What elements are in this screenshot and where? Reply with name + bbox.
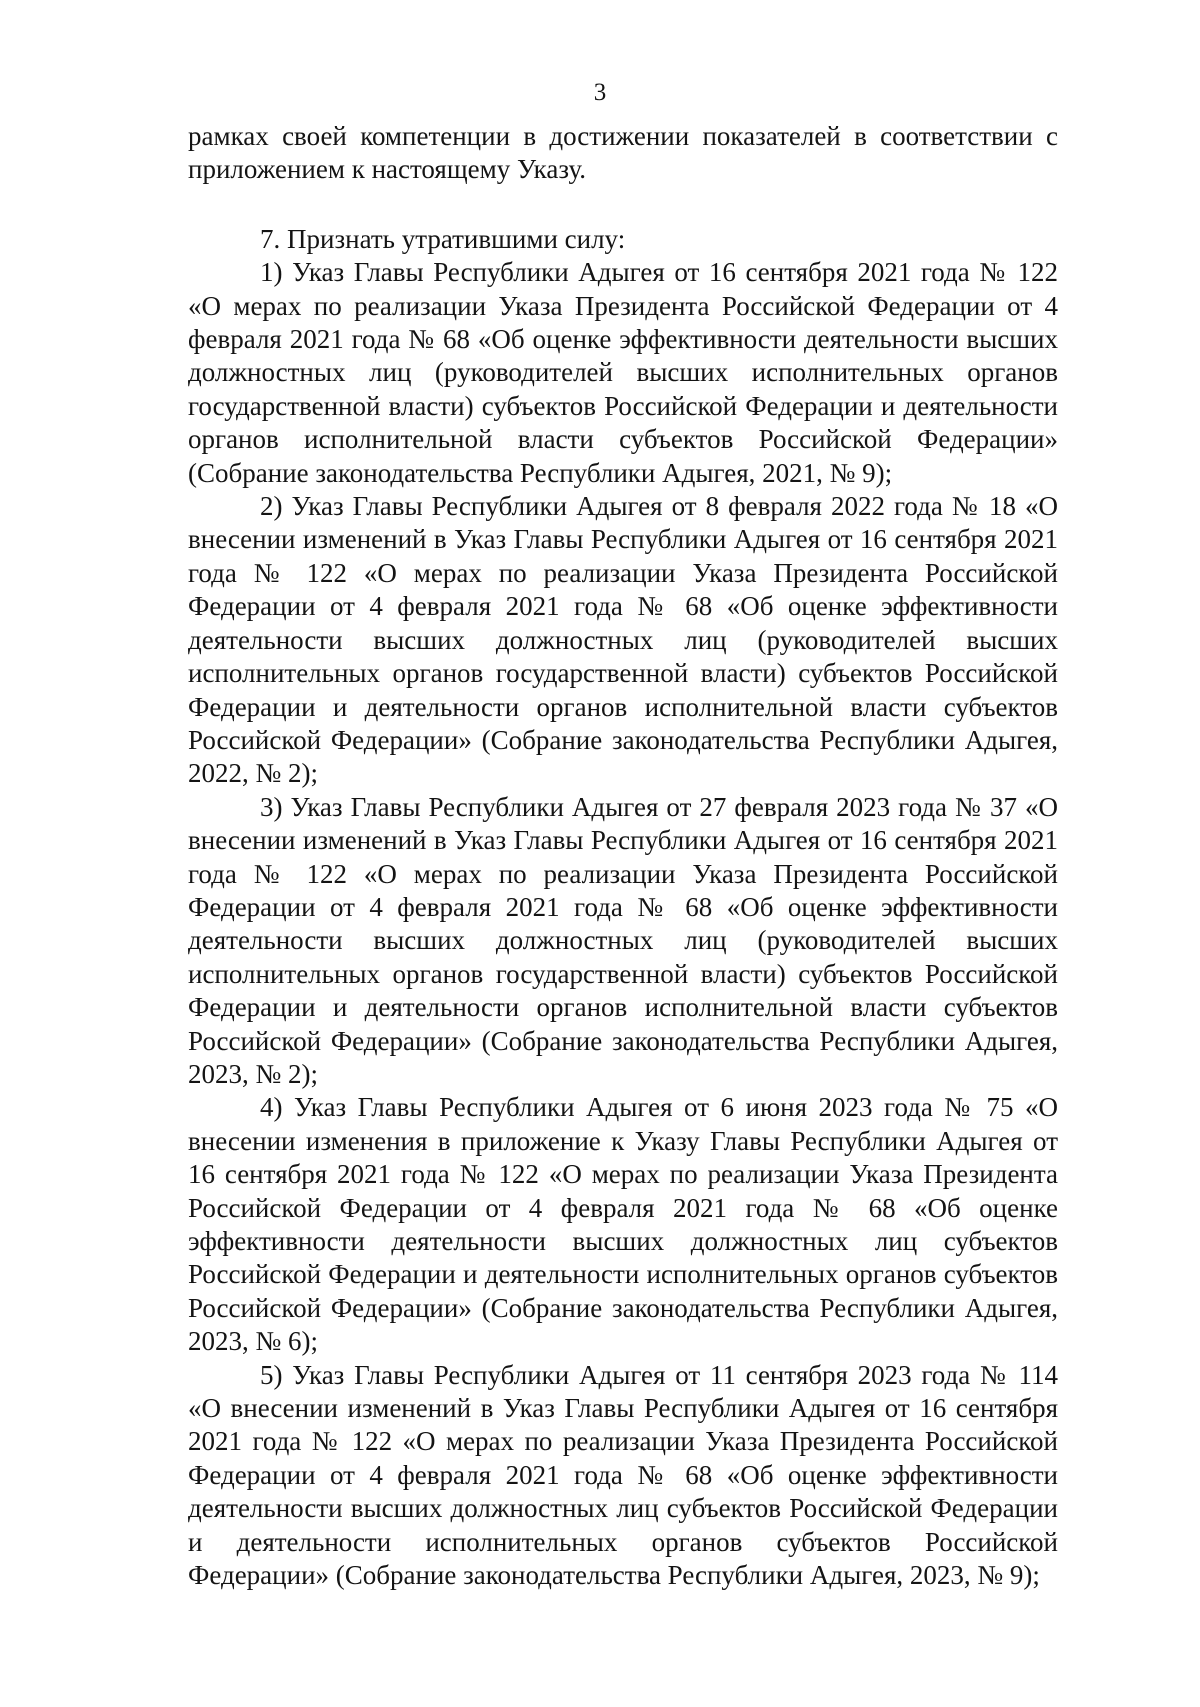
repealed-item-3: 3) Указ Главы Республики Адыгея от 27 февраля 2023 года № 37 «О внесении изменений в Указ Главы Республики Адыгея от 16 сентября 2021 года № 122 «О мерах по реализации Указа Президента Российской Федерации от 4 февраля 2021 года № 68 «Об оценке эффективности деятельности высших должностных лиц (руководителей высших исполнительных органов государственной власти) субъектов Российской Федерации и деятельности органов исполнительной власти субъектов Российской Федерации» (Собрание законодательства Республики Адыгея, 2023, № 2); xyxy=(188,791,1058,1089)
document-body xyxy=(188,120,1058,1592)
repealed-item-2: 2) Указ Главы Республики Адыгея от 8 февраля 2022 года № 18 «О внесении изменений в Указ Главы Республики Адыгея от 16 сентября 2021 года № 122 «О мерах по реализации Указа Президента Российской Федерации от 4 февраля 2021 года № 68 «Об оценке эффективности деятельности высших должностных лиц (руководителей высших исполнительных органов государственной власти) субъектов Российской Федерации и деятельности органов исполнительной власти субъектов Российской Федерации» (Собрание законодательства Республики Адыгея, 2022, № 2); xyxy=(188,491,1058,789)
repealed-item-1: 1) Указ Главы Республики Адыгея от 16 сентября 2021 года № 122 «О мерах по реализации Указа Президента Российской Федерации от 4 февраля 2021 года № 68 «Об оценке эффективности деятельности высших должностных лиц (руководителей высших исполнительных органов государственной власти) субъектов Российской Федерации и деятельности органов исполнительной власти субъектов Российской Федерации» (Собрание законодательства Республики Адыгея, 2021, № 9); xyxy=(188,257,1058,488)
repealed-item-5: 5) Указ Главы Республики Адыгея от 11 сентября 2023 года № 114 «О внесении изменений в Указ Главы Республики Адыгея от 16 сентября 2021 года № 122 «О мерах по реализации Указа Президента Российской Федерации от 4 февраля 2021 года № 68 «Об оценке эффективности деятельности высших должностных лиц субъектов Российской Федерации и деятельности исполнительных органов субъектов Российской Федерации» (Собрание законодательства Республики Адыгея, 2023, № 9); xyxy=(188,1359,1058,1591)
repealed-item-4: 4) Указ Главы Республики Адыгея от 6 июня 2023 года № 75 «О внесении изменения в приложение к Указу Главы Республики Адыгея от 16 сентября 2021 года № 122 «О мерах по реализации Указа Президента Российской Федерации от 4 февраля 2021 года № 68 «Об оценке эффективности деятельности высших должностных лиц субъектов Российской Федерации и деятельности исполнительных органов субъектов Российской Федерации» (Собрание законодательства Республики Адыгея, 2023, № 6); xyxy=(188,1092,1058,1357)
page-number: 3 xyxy=(593,79,607,106)
point-7-heading: 7. Признать утратившими силу: xyxy=(260,223,626,254)
continuation-paragraph: рамках своей компетенции в достижении показателей в соответствии с приложением к настоящему Указу. xyxy=(188,121,1058,185)
